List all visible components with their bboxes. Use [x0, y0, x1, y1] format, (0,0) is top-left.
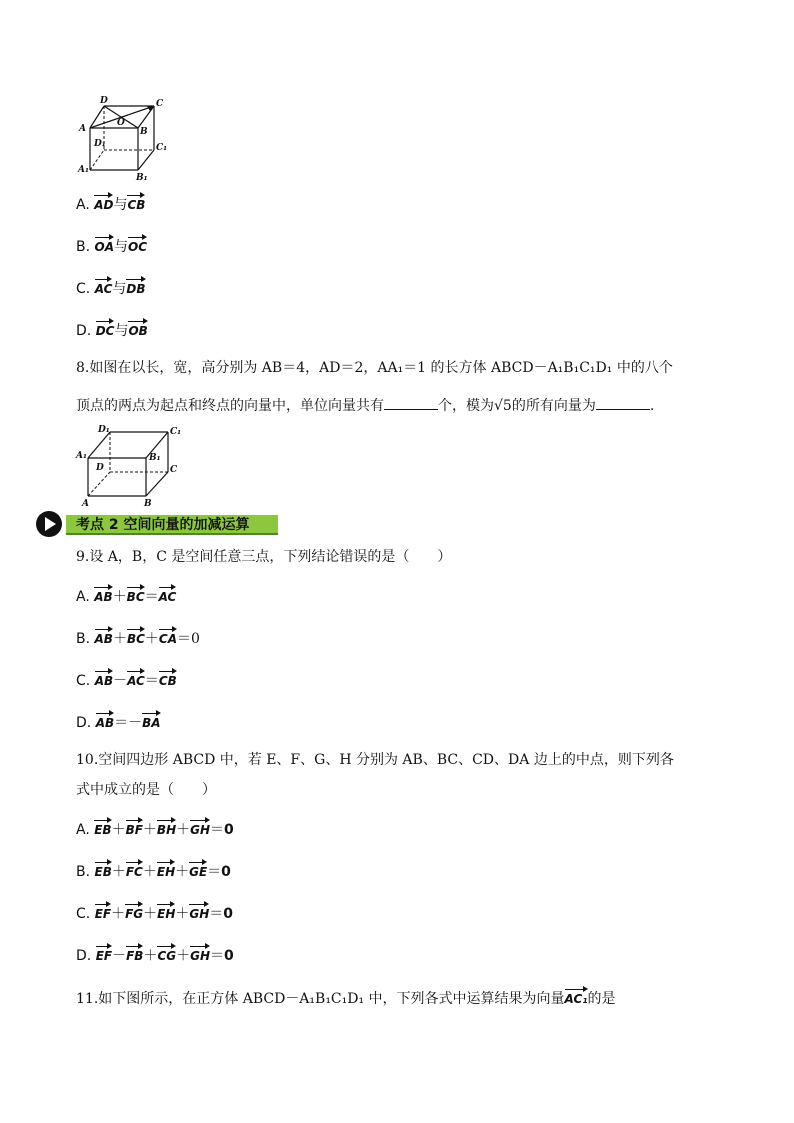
- operator: ＋: [176, 822, 191, 838]
- fig1-label-c1: C₁: [156, 143, 168, 153]
- vector: AB: [94, 585, 112, 603]
- fig2-label-c: C: [170, 465, 178, 475]
- q7-option-d[interactable]: [76, 319, 148, 340]
- vector: DB: [126, 277, 145, 295]
- q10-option-c[interactable]: [76, 902, 233, 923]
- q10-option-a[interactable]: [76, 818, 234, 839]
- vector: AC: [159, 585, 177, 603]
- vector: AB: [96, 711, 114, 729]
- q8-text-c: .: [649, 398, 655, 414]
- option-letter: B.: [76, 631, 95, 647]
- operator: ＋: [176, 948, 191, 964]
- vector: OA: [95, 235, 115, 253]
- option-letter: C.: [76, 906, 95, 922]
- vector: OB: [128, 319, 147, 337]
- vector: EB: [94, 818, 111, 836]
- option-letter: A.: [76, 822, 95, 838]
- vector: DC: [96, 319, 115, 337]
- option-letter: A.: [76, 589, 95, 605]
- fig1-label-d: D: [100, 96, 108, 106]
- q10-stem-line2: 式中成立的是（ ）: [76, 782, 216, 798]
- option-letter: C.: [76, 673, 95, 689]
- q10-stem-line1: 10.空间四边形 ABCD 中，若 E、F、G、H 分别为 AB、BC、CD、DA 边上的中点，则下列各: [76, 752, 674, 768]
- vector: AB: [95, 669, 113, 687]
- vector: BC: [127, 585, 145, 603]
- operator: ＝: [144, 589, 159, 605]
- operator: －: [113, 673, 128, 689]
- q11-text-a: 11.如下图所示，在正方体 ABCD－A₁B₁C₁D₁ 中，下列各式中运算结果为向量: [76, 991, 565, 1007]
- operator: ＝0: [177, 631, 200, 647]
- section-header: [36, 511, 276, 537]
- zero-vector: 0: [223, 906, 234, 922]
- answer-blank-2[interactable]: [596, 397, 650, 410]
- option-letter: B.: [76, 239, 91, 255]
- q7-option-b[interactable]: [76, 235, 147, 256]
- vector: OC: [128, 235, 147, 253]
- vector: AB: [95, 627, 113, 645]
- operator: ＋: [111, 906, 126, 922]
- q7-option-a[interactable]: [76, 193, 145, 214]
- vector: GE: [189, 860, 207, 878]
- fig1-label-d1: D₁: [94, 139, 106, 149]
- operator: ＋: [175, 864, 190, 880]
- option-letter: D.: [76, 948, 96, 964]
- operator: ＋: [111, 822, 126, 838]
- vector: CA: [159, 627, 177, 645]
- q10-option-d[interactable]: [76, 944, 234, 965]
- vector: GH: [190, 818, 210, 836]
- operator: ＝: [207, 864, 222, 880]
- operator: ＋: [144, 631, 159, 647]
- conj-text: 与: [112, 281, 127, 297]
- operator: ＝－: [114, 715, 143, 731]
- q11-text-b: 的是: [587, 991, 616, 1007]
- vector: AC: [95, 277, 113, 295]
- q9-option-a[interactable]: [76, 585, 176, 606]
- option-letter: D.: [76, 715, 96, 731]
- vector: FC: [126, 860, 143, 878]
- fig1-label-c: C: [156, 99, 164, 109]
- section-title: 考点 2 空间向量的加减运算: [76, 517, 250, 533]
- operator: ＝: [209, 906, 224, 922]
- q8-stem-line1: 8.如图在以长，宽，高分别为 AB＝4，AD＝2，AA₁＝1 的长方体 ABCD－A₁B₁C₁D₁ 中的八个: [76, 360, 673, 376]
- vector: GH: [190, 944, 210, 962]
- vector: EF: [96, 944, 112, 962]
- conj-text: 与: [113, 197, 128, 213]
- vector: BC: [127, 627, 145, 645]
- operator: ＋: [175, 906, 190, 922]
- operator: ＝: [210, 948, 224, 964]
- vector: FB: [126, 944, 143, 962]
- fig1-label-a1: A₁: [78, 165, 89, 175]
- option-letter: B.: [76, 864, 95, 880]
- q8-text-b: 个，模为√5的所有向量为: [438, 398, 596, 414]
- operator: －: [112, 948, 127, 964]
- option-letter: C.: [76, 281, 91, 297]
- q9-stem: 9.设 A，B，C 是空间任意三点，下列结论错误的是（ ）: [76, 549, 452, 565]
- fig2-label-a: A: [82, 499, 89, 506]
- conj-text: 与: [114, 323, 129, 339]
- vector: AD: [94, 193, 113, 211]
- option-letter: D.: [76, 323, 92, 339]
- vector: EF: [95, 902, 111, 920]
- q8-stem-line2: [76, 395, 654, 415]
- vector: BF: [126, 818, 143, 836]
- operator: ＋: [112, 631, 127, 647]
- q11-stem: [76, 987, 616, 1008]
- option-letter: A.: [76, 197, 90, 213]
- vector: CB: [127, 193, 145, 211]
- fig1-label-a: A: [79, 124, 86, 134]
- fig1-label-o: O: [117, 118, 125, 128]
- q7-option-c[interactable]: [76, 277, 146, 298]
- vector: EH: [157, 860, 175, 878]
- fig1-label-b1: B₁: [136, 173, 148, 180]
- operator: ＋: [143, 906, 158, 922]
- vector: EB: [95, 860, 112, 878]
- vector: CB: [159, 669, 177, 687]
- vector: BH: [157, 818, 176, 836]
- fig2-label-b1: B₁: [149, 453, 161, 463]
- cube-figure-1: [74, 94, 174, 180]
- fig2-label-c1: C₁: [170, 427, 182, 437]
- operator: ＋: [143, 948, 158, 964]
- vector: EH: [157, 902, 175, 920]
- operator: ＋: [111, 864, 126, 880]
- operator: ＝: [210, 822, 225, 838]
- vector: BA: [142, 711, 160, 729]
- answer-blank-1[interactable]: [384, 397, 438, 410]
- play-triangle-icon: [45, 517, 56, 531]
- conj-text: 与: [114, 239, 129, 255]
- q9-option-b[interactable]: [76, 627, 200, 648]
- operator: ＝: [144, 673, 159, 689]
- q9-option-d[interactable]: [76, 711, 161, 732]
- vector: AC: [127, 669, 145, 687]
- q9-option-c[interactable]: [76, 669, 177, 690]
- zero-vector: 0: [224, 822, 234, 838]
- zero-vector: 0: [221, 864, 231, 880]
- vector: FG: [125, 902, 143, 920]
- fig2-label-b: B: [144, 499, 152, 506]
- q10-option-b[interactable]: [76, 860, 231, 881]
- operator: ＋: [112, 589, 127, 605]
- fig2-label-d1: D₁: [98, 425, 110, 435]
- vector: GH: [189, 902, 209, 920]
- vector: CG: [157, 944, 176, 962]
- operator: ＋: [142, 822, 157, 838]
- fig2-label-d: D: [96, 463, 104, 473]
- fig1-label-b: B: [140, 127, 148, 137]
- vector: AC₁: [565, 987, 588, 1005]
- operator: ＋: [142, 864, 157, 880]
- q8-text-a: 顶点的两点为起点和终点的向量中，单位向量共有: [76, 398, 384, 414]
- cuboid-figure-2: [74, 420, 190, 506]
- zero-vector: 0: [224, 948, 234, 964]
- fig2-label-a1: A₁: [76, 451, 87, 461]
